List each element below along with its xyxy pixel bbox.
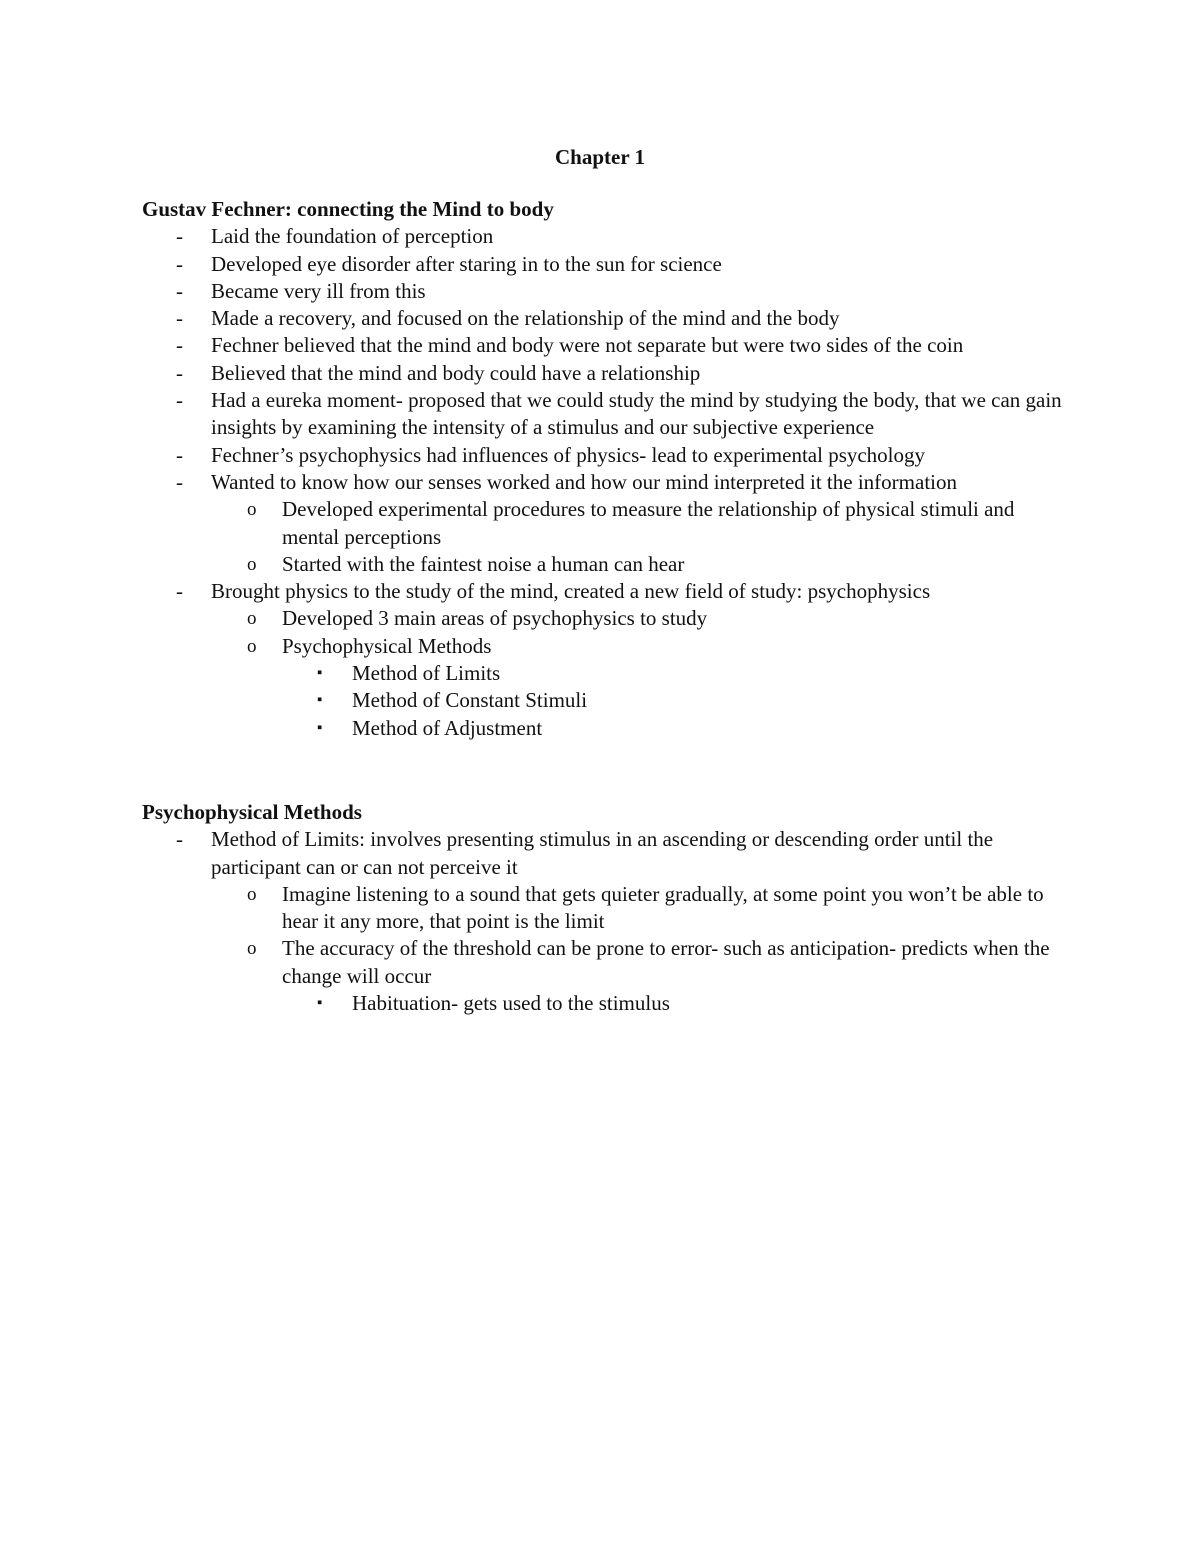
list-item-text: Started with the faintest noise a human can hear — [282, 551, 685, 576]
dash-bullet-icon: - — [176, 306, 183, 331]
list-item-text: Habituation- gets used to the stimulus — [352, 991, 670, 1016]
section-heading: Gustav Fechner: connecting the Mind to body — [142, 197, 554, 221]
section-gustav-fechner — [142, 196, 1072, 742]
circle-bullet-icon: o — [247, 608, 257, 630]
sub-list-item — [142, 551, 1072, 578]
square-bullet-icon: ▪ — [317, 692, 323, 709]
circle-bullet-icon: o — [247, 553, 257, 575]
list-item-text: Wanted to know how our senses worked and how our mind interpreted it the information — [211, 469, 957, 494]
list-item-text: Had a eureka moment- proposed that we could study the mind by studying the body, that we can gain insights by examining the intensity of a stimulus and our subjective experience — [211, 388, 1062, 440]
sub-sub-list-item — [142, 715, 1072, 742]
list-item-text: Developed 3 main areas of psychophysics to study — [282, 606, 708, 631]
dash-bullet-icon: - — [176, 579, 183, 604]
sub-sub-list-item — [142, 687, 1072, 714]
list-item-text: Method of Limits: involves presenting stimulus in an ascending or descending order until the participant can or can not perceive it — [211, 827, 994, 879]
list-item-text: Developed eye disorder after staring in to the sun for science — [211, 251, 722, 276]
list-item-text: Fechner’s psychophysics had influences of physics- lead to experimental psychology — [211, 442, 926, 467]
list-item-text: Imagine listening to a sound that gets quieter gradually, at some point you won’t be able to hear it any more, that point is the limit — [282, 881, 1044, 934]
square-bullet-icon: ▪ — [317, 665, 323, 682]
list-item — [142, 332, 1072, 359]
circle-bullet-icon: o — [247, 635, 257, 657]
dash-bullet-icon: - — [176, 251, 183, 276]
list-item — [142, 360, 1072, 387]
dash-bullet-icon: - — [176, 469, 183, 494]
list-item-text: Method of Limits — [352, 661, 501, 686]
list-item-text: Believed that the mind and body could have a relationship — [211, 360, 701, 385]
square-bullet-icon: ▪ — [317, 995, 323, 1012]
list-item-text: Developed experimental procedures to measure the relationship of physical stimuli and mental perceptions — [282, 497, 1015, 549]
section-psychophysical-methods — [142, 799, 1072, 1017]
list-item-text: Became very ill from this — [211, 278, 426, 303]
circle-bullet-icon: o — [247, 499, 257, 521]
list-item-text: Brought physics to the study of the mind, created a new field of study: psychophysics — [211, 579, 931, 604]
list-item — [142, 251, 1072, 278]
list-item — [142, 278, 1072, 305]
dash-bullet-icon: - — [176, 224, 183, 249]
sub-list-item — [142, 633, 1072, 660]
list-item — [142, 442, 1072, 469]
list-item-text: Made a recovery, and focused on the relationship of the mind and the body — [211, 306, 840, 331]
sub-sub-list-item — [142, 990, 1072, 1017]
page-title: Chapter 1 — [554, 145, 646, 169]
dash-bullet-icon: - — [176, 360, 183, 385]
list-item — [142, 223, 1072, 250]
sub-list-item — [142, 881, 1072, 936]
circle-bullet-icon: o — [247, 883, 257, 905]
list-item — [142, 305, 1072, 332]
sub-list-item — [142, 935, 1072, 990]
circle-bullet-icon: o — [247, 938, 257, 960]
list-item-text: Psychophysical Methods — [282, 633, 492, 658]
dash-bullet-icon: - — [176, 278, 183, 303]
section-heading: Psychophysical Methods — [142, 800, 362, 824]
list-item — [142, 469, 1072, 496]
list-item-text: Method of Adjustment — [352, 715, 543, 740]
dash-bullet-icon: - — [176, 388, 183, 413]
list-item-text: Laid the foundation of perception — [211, 224, 494, 249]
list-item-text: Method of Constant Stimuli — [352, 688, 588, 713]
sub-list-item — [142, 496, 1072, 551]
dash-bullet-icon: - — [176, 333, 183, 358]
list-item — [142, 578, 1072, 605]
sub-sub-list-item — [142, 660, 1072, 687]
square-bullet-icon: ▪ — [317, 719, 323, 736]
list-item-text: The accuracy of the threshold can be prone to error- such as anticipation- predicts when the change will occur — [282, 936, 1050, 988]
list-item — [142, 387, 1072, 442]
list-item-text: Fechner believed that the mind and body were not separate but were two sides of the coin — [211, 333, 964, 358]
list-item — [142, 826, 1072, 881]
sub-list-item — [142, 605, 1072, 632]
dash-bullet-icon: - — [176, 442, 183, 467]
dash-bullet-icon: - — [176, 827, 183, 852]
